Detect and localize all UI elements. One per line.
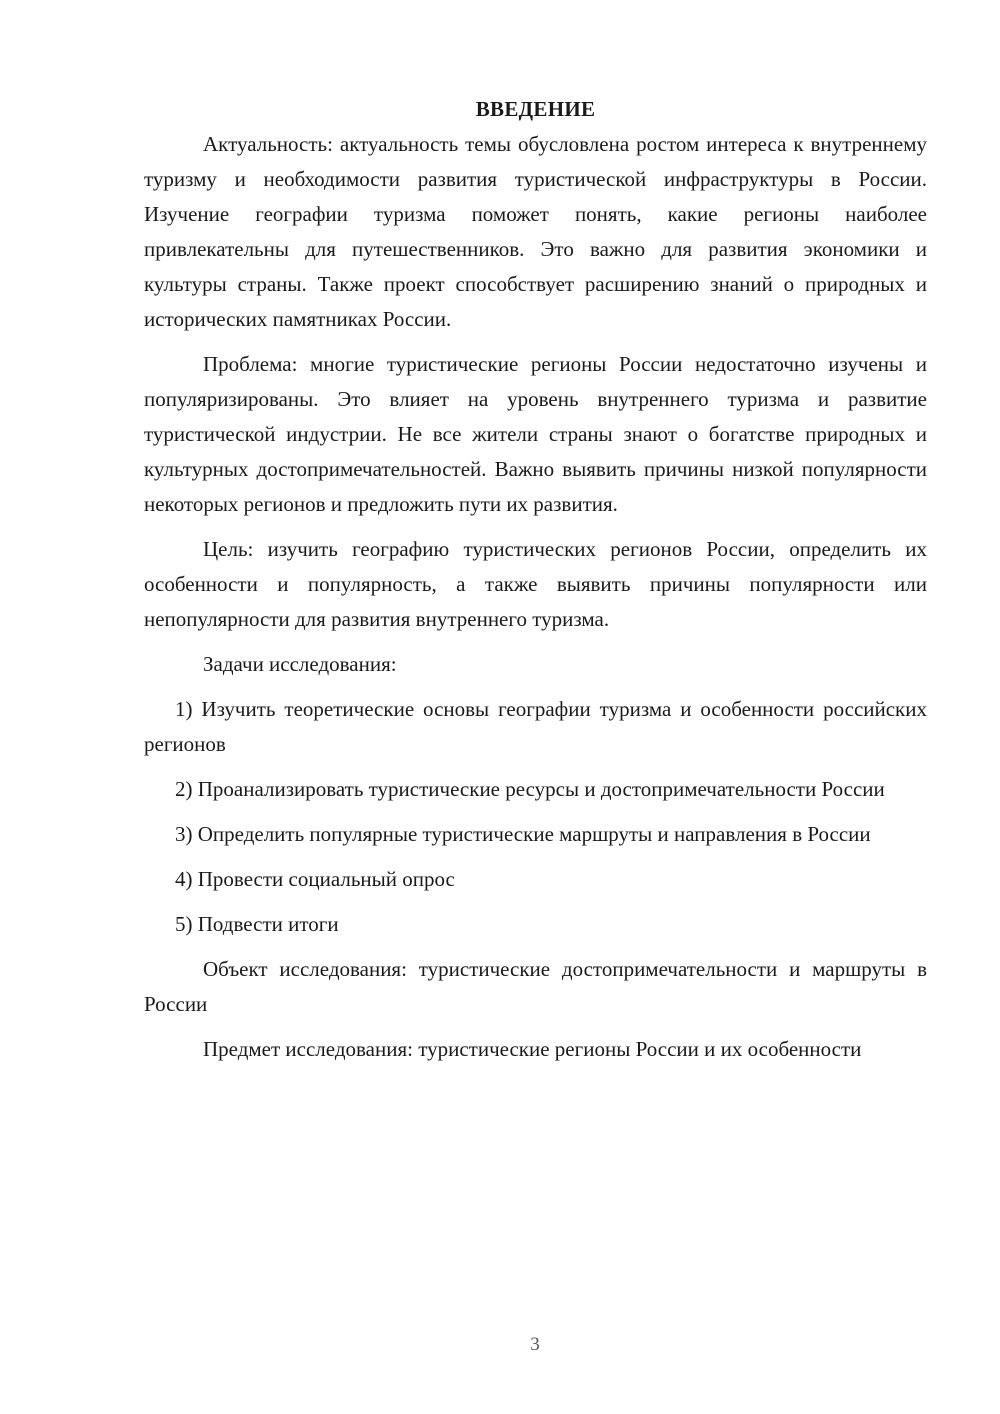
problem-paragraph: Проблема: многие туристические регионы России недостаточно изучены и популяризированы. Это влияет на уровень внутреннего туризма и развитие туристической индустрии. Не все жители страны знают о богатстве природных и культурных достопримечательностей. Важно выявить причины низкой популярности некоторых регионов и предложить пути их развития. [144, 352, 927, 516]
subject-paragraph: Предмет исследования: туристические регионы России и их особенности [203, 1037, 862, 1061]
task-item-2: 2) Проанализировать туристические ресурсы и достопримечательности России [175, 777, 885, 801]
task-item-5: 5) Подвести итоги [175, 912, 339, 936]
section-title: ВВЕДЕНИЕ [475, 97, 596, 121]
page-number: 3 [530, 1334, 540, 1355]
document-page [144, 92, 927, 1067]
task-item-4: 4) Провести социальный опрос [175, 867, 455, 891]
tasks-heading: Задачи исследования: [203, 652, 397, 676]
object-paragraph: Объект исследования: туристические достопримечательности и маршруты в России [144, 957, 927, 1016]
task-item-3: 3) Определить популярные туристические маршруты и направления в России [175, 822, 871, 846]
task-item-1: 1) Изучить теоретические основы географии туризма и особенности российских регионов [144, 697, 927, 756]
goal-paragraph: Цель: изучить географию туристических регионов России, определить их особенности и популярность, а также выявить причины популярности или непопулярности для развития внутреннего туризма. [144, 537, 927, 631]
relevance-paragraph: Актуальность: актуальность темы обусловлена ростом интереса к внутреннему туризму и необходимости развития туристической инфраструктуры в России. Изучение географии туризма поможет понять, какие регионы наиболее привлекательны для путешественников. Это важно для развития экономики и культуры страны. Также проект способствует расширению знаний о природных и исторических памятниках России. [144, 132, 927, 331]
